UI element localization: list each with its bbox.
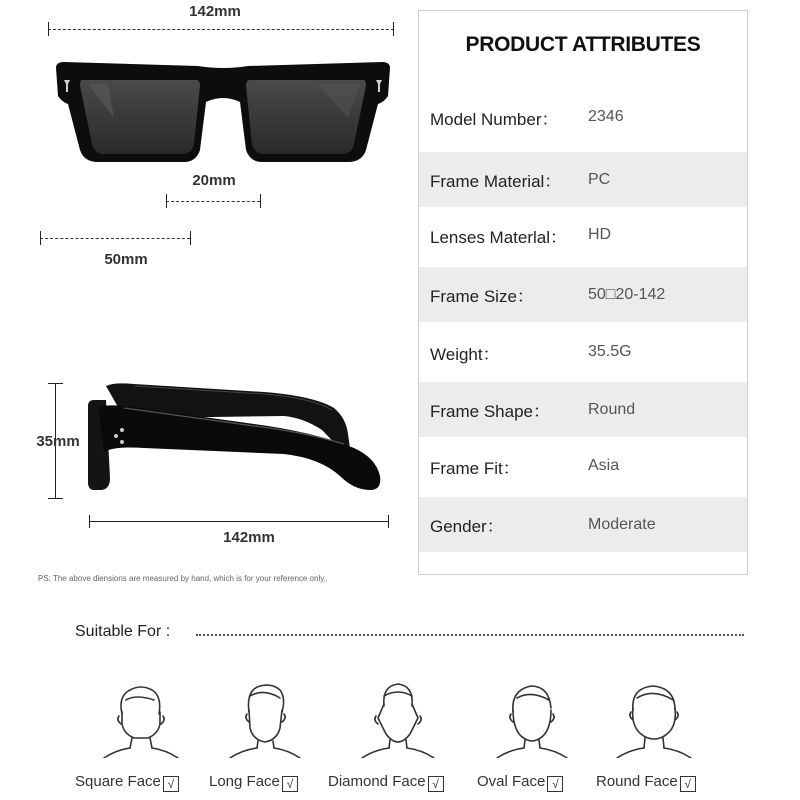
attribute-row-frame-material [419,152,747,207]
lens-height-tick-top [48,383,63,384]
face-label-round [596,773,696,792]
face-label-oval [477,773,563,792]
attribute-row-model-number [419,91,747,143]
attribute-value: 35.5G [588,343,632,360]
attribute-label: Model Number： [430,109,559,129]
check-icon: √ [163,776,179,792]
check-icon: √ [428,776,444,792]
attribute-value: Moderate [588,515,656,533]
bridge-width-label: 20mm [192,172,236,189]
lens-width-tick-right [190,231,191,245]
attribute-label: Lenses Materlal： [430,227,568,247]
attribute-value: HD [588,226,612,243]
total-width-tick-left [48,22,49,36]
face-name: Long Face [209,773,280,790]
check-icon: √ [680,776,696,792]
attribute-value: Round [588,400,636,418]
face-name: Round Face [596,773,678,790]
table-title: PRODUCT ATTRIBUTES [465,33,701,56]
face-name: Square Face [75,773,161,790]
attribute-label: Weight： [430,344,500,364]
attribute-value: Asia [588,457,620,474]
attribute-value: 50□20-142 [588,285,666,303]
temple-length-tick-left [89,515,90,528]
temple-length-line [89,521,388,522]
check-icon: √ [547,776,563,792]
attribute-row-lenses-material [419,207,747,263]
total-width-tick-right [393,22,394,36]
attribute-label: Frame Shape： [430,402,550,421]
oval-face-icon [487,678,577,758]
face-name: Oval Face [477,773,546,790]
long-face-icon [220,678,310,758]
face-label-square [75,773,179,792]
suitable-for-label: Suitable For : [75,623,171,640]
suitable-for-dotted-line [196,634,744,636]
attribute-value: 2346 [588,108,624,125]
total-width-line [48,29,394,30]
bridge-width-tick-right [260,194,261,208]
temple-length-tick-right [388,515,389,528]
temple-length-label: 142mm [223,529,275,546]
square-face-icon [96,678,186,758]
attribute-row-gender [419,497,747,552]
sunglasses-side-image [84,378,384,498]
attribute-row-frame-size [419,267,747,322]
attribute-row-frame-shape [419,382,747,437]
round-face-icon [609,678,699,758]
attribute-value: PC [588,170,611,188]
lens-width-line [40,238,190,239]
attribute-label: Frame Material： [430,172,562,191]
check-icon: √ [282,776,298,792]
lens-width-label: 50mm [104,251,148,268]
face-label-long [209,773,298,792]
diamond-face-icon [352,678,442,758]
face-name: Diamond Face [328,773,426,790]
bridge-width-line [166,201,260,202]
attribute-row-frame-fit [419,437,747,495]
face-label-diamond [328,773,444,792]
attribute-label: Gender： [430,517,504,536]
attribute-label: Frame Fit： [430,458,520,478]
attribute-row-weight [419,322,747,382]
bridge-width-tick-left [166,194,167,208]
lens-height-label: 35mm [36,433,80,450]
lens-height-tick-bottom [48,498,63,499]
measurement-note: PS: The above diensions are measured by hand, which is for your reference only。 [38,574,333,583]
lens-width-tick-left [40,231,41,245]
product-attributes-table [418,10,748,575]
attribute-label: Frame Size： [430,287,534,306]
sunglasses-front-image [48,58,398,170]
total-width-label: 142mm [189,3,241,20]
